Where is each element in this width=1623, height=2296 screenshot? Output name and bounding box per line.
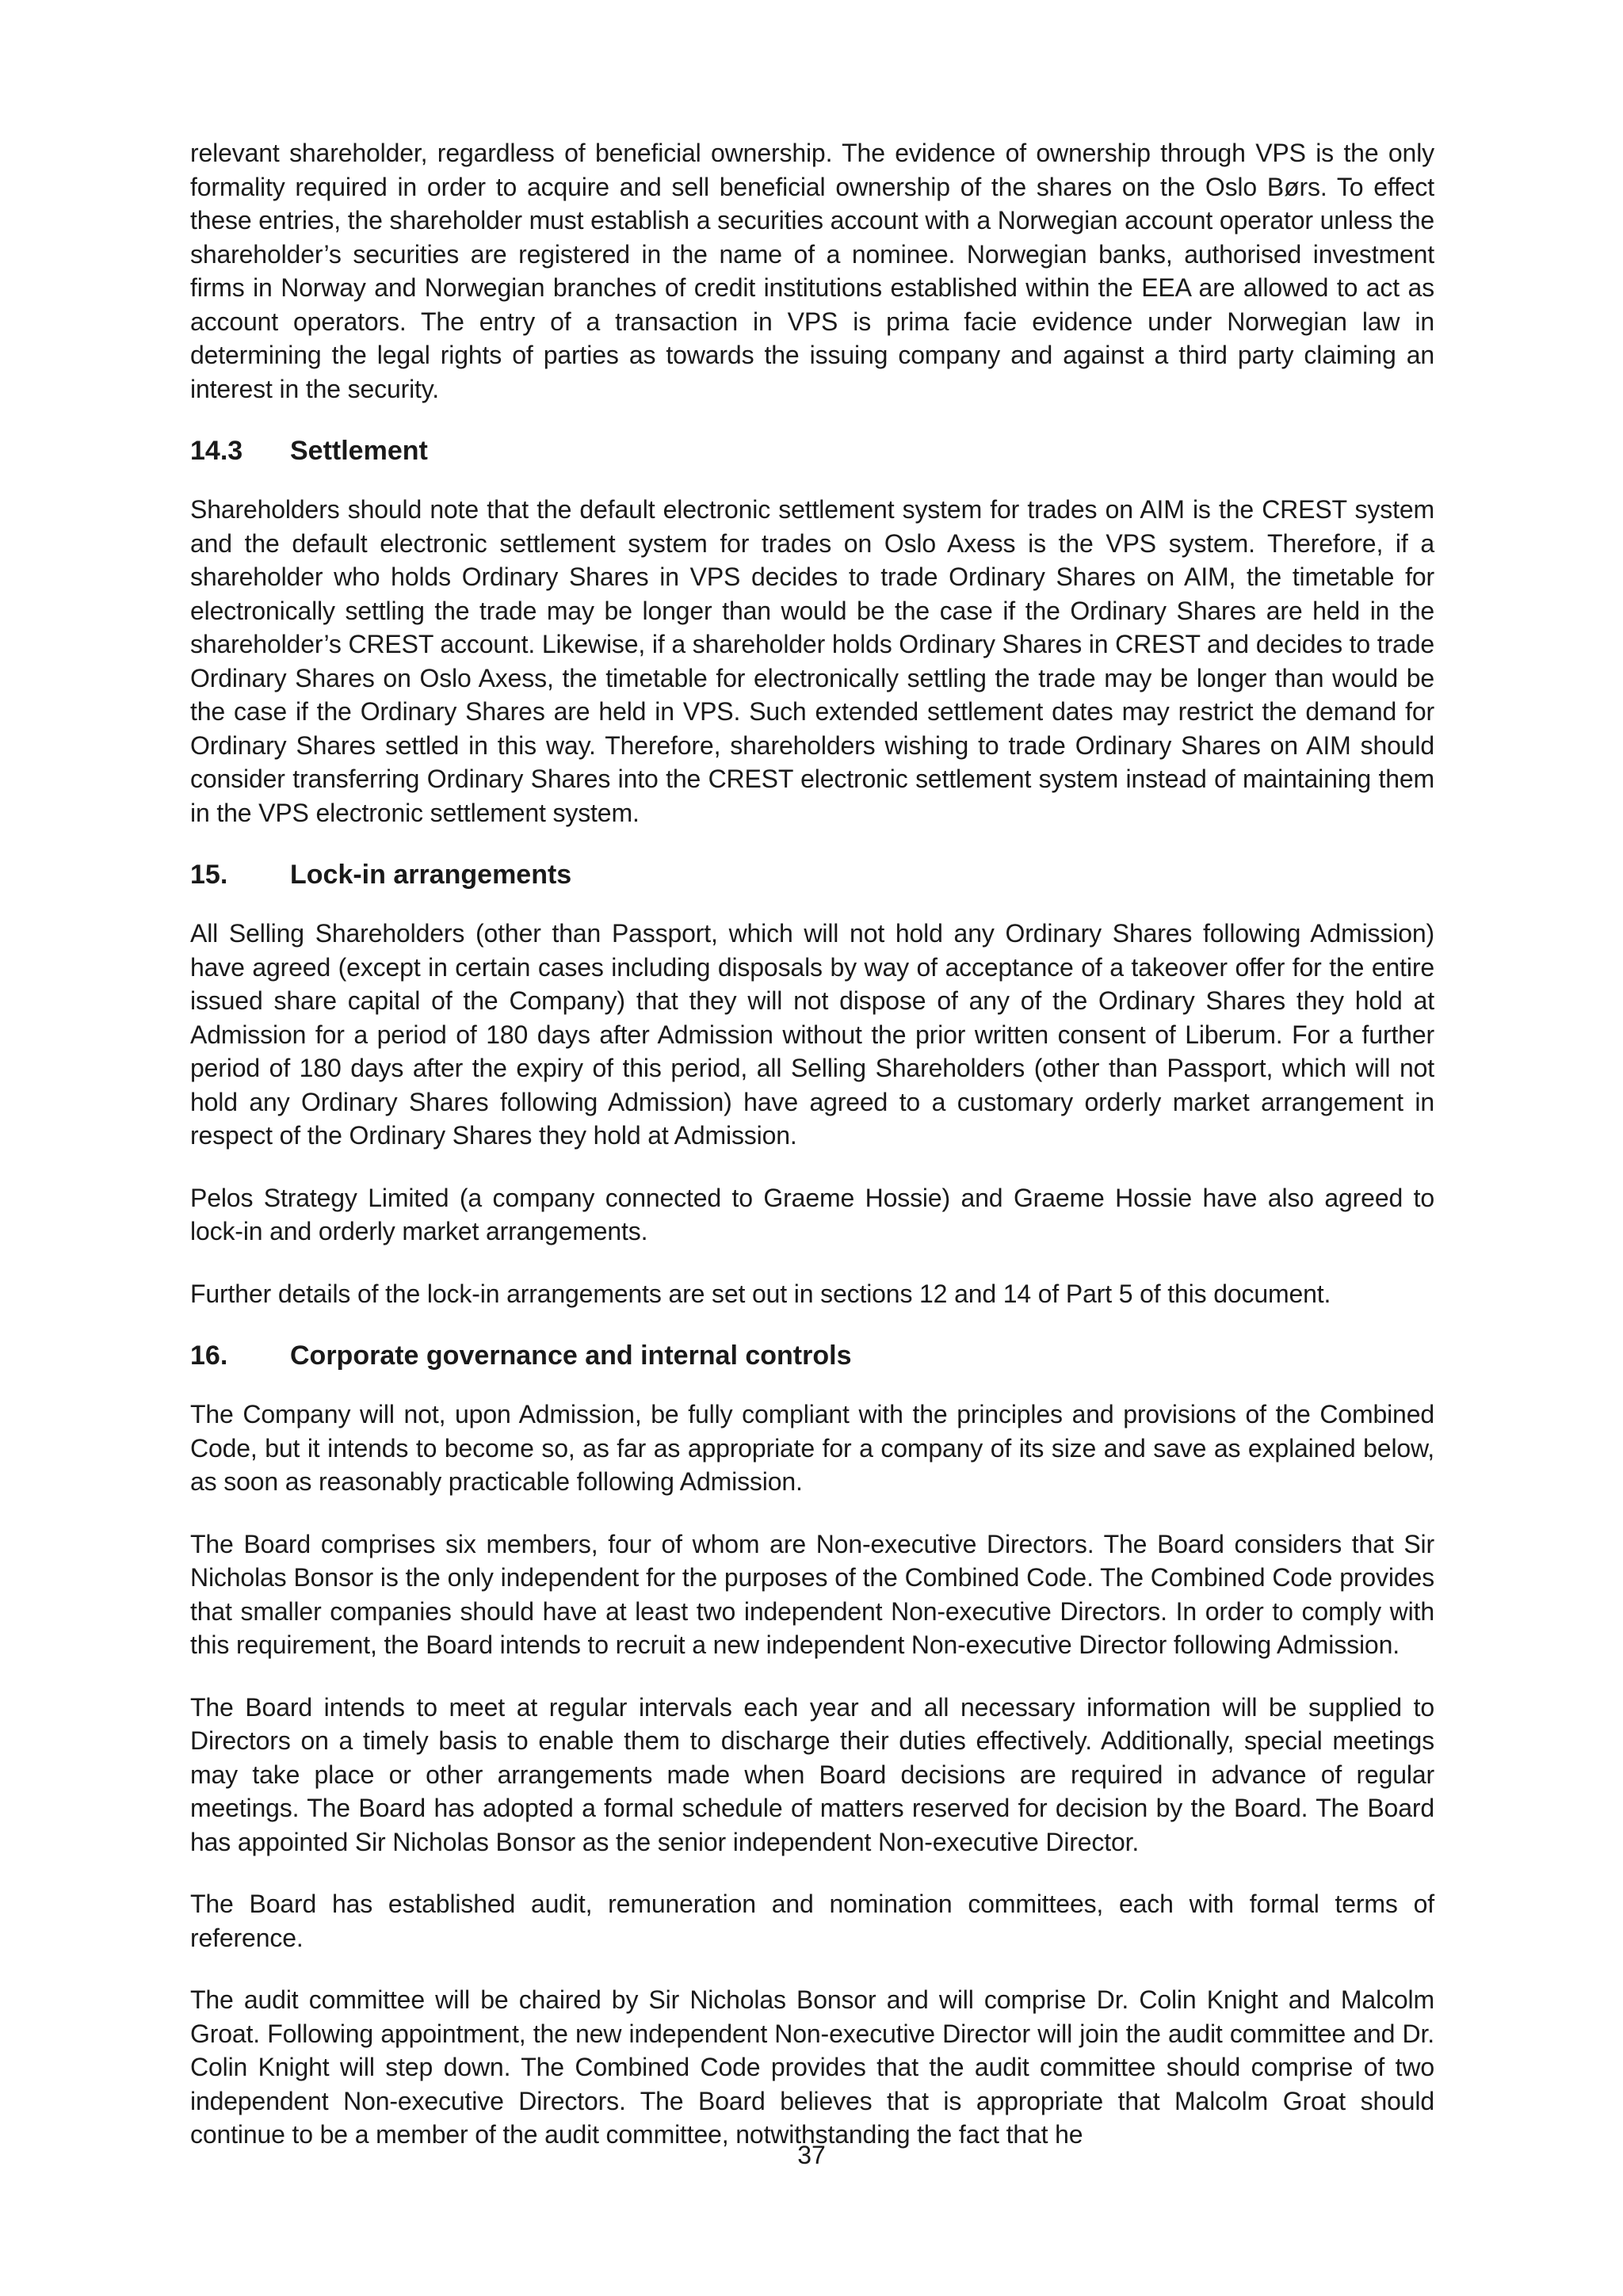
heading-settlement [190,434,1434,467]
paragraph-vps-ownership: relevant shareholder, regardless of beneficial ownership. The evidence of ownership through VPS is the only formality required in order to acquire and sell beneficial ownership of the shares on the Oslo Børs. To effect these entries, the shareholder must establish a securities account with a Norwegian account operator unless the shareholder’s securities are registered in the name of a nominee. Norwegian banks, authorised investment firms in Norway and Norwegian branches of credit institutions established within the EEA are allowed to act as account operators. The entry of a transaction in VPS is prima facie evidence under Norwegian law in determining the legal rights of parties as towards the issuing company and against a third party claiming an interest in the security. [190,139,1435,403]
heading-settlement-title: Settlement [290,436,428,466]
paragraph-governance-compliance: The Company will not, upon Admission, be fully compliant with the principles and provisions of the Combined Code, but it intends to become so, as far as appropriate for a company of its size and save as explained below, as soon as reasonably practicable following Admission. [190,1400,1434,1496]
paragraph-settlement: Shareholders should note that the default electronic settlement system for trades on AIM is the CREST system and the default electronic settlement system for trades on Oslo Axess is the VPS system. Therefore, if a shareholder who holds Ordinary Shares in VPS decides to trade Ordinary Shares on AIM, the timetable for electronically settling the trade may be longer than would be the case if the Ordinary Shares are held in the shareholder’s CREST account. Likewise, if a shareholder holds Ordinary Shares in CREST and decides to trade Ordinary Shares on Oslo Axess, the timetable for electronically settling the trade may be longer than would be the case if the Ordinary Shares are held in VPS. Such extended settlement dates may restrict the demand for Ordinary Shares settled in this way. Therefore, shareholders wishing to trade Ordinary Shares on AIM should consider transferring Ordinary Shares into the CREST electronic settlement system instead of maintaining them in the VPS electronic settlement system. [190,495,1434,827]
paragraph-lockin-pelos: Pelos Strategy Limited (a company connected to Graeme Hossie) and Graeme Hossie have also agreed to lock-in and orderly market arrangements. [190,1183,1434,1245]
heading-lockin-number: 15. [190,860,228,890]
heading-governance-title: Corporate governance and internal controls [290,1341,852,1371]
paragraph-governance-board: The Board comprises six members, four of whom are Non-executive Directors. The Board considers that Sir Nicholas Bonsor is the only independent for the purposes of the Combined Code. The Combined Code provides that smaller companies should have at least two independent Non-executive Directors. In order to comply with this requirement, the Board intends to recruit a new independent Non-executive Director following Admission. [190,1529,1434,1659]
heading-governance [190,1339,1434,1372]
paragraph-governance-audit-committee: The audit committee will be chaired by Sir Nicholas Bonsor and will comprise Dr. Colin Knight and Malcolm Groat. Following appointment, the new independent Non-executive Director will join the audit committee and Dr. Colin Knight will step down. The Combined Code provides that the audit committee should comprise of two independent Non-executive Directors. The Board believes that is appropriate that Malcolm Groat should continue to be a member of the audit committee, notwithstanding the fact that he [190,1985,1434,2149]
heading-lockin [190,858,1434,891]
paragraph-governance-meetings: The Board intends to meet at regular intervals each year and all necessary information will be supplied to Directors on a timely basis to enable them to discharge their duties effectively. Additionally, special meetings may take place or other arrangements made when Board decisions are required in advance of regular meetings. The Board has adopted a formal schedule of matters reserved for decision by the Board. The Board has appointed Sir Nicholas Bonsor as the senior independent Non-executive Director. [190,1692,1434,1856]
heading-settlement-number: 14.3 [190,436,243,466]
paragraph-lockin-selling-shareholders: All Selling Shareholders (other than Passport, which will not hold any Ordinary Shares following Admission) have agreed (except in certain cases including disposals by way of acceptance of a takeover offer for the entire issued share capital of the Company) that they will not dispose of any of the Ordinary Shares they hold at Admission for a period of 180 days after Admission without the prior written consent of Liberum. For a further period of 180 days after the expiry of this period, all Selling Shareholders (other than Passport, which will not hold any Ordinary Shares following Admission) have agreed to a customary orderly market arrangement in respect of the Ordinary Shares they hold at Admission. [190,919,1434,1150]
heading-lockin-title: Lock-in arrangements [290,860,572,890]
heading-governance-number: 16. [190,1341,228,1371]
paragraph-governance-committees: The Board has established audit, remuneration and nomination committees, each with formal terms of reference. [190,1890,1434,1952]
document-page [190,136,1434,2180]
page-number: 37 [797,2141,826,2169]
paragraph-lockin-details: Further details of the lock-in arrangements are set out in sections 12 and 14 of Part 5 of this document. [190,1279,1331,1308]
